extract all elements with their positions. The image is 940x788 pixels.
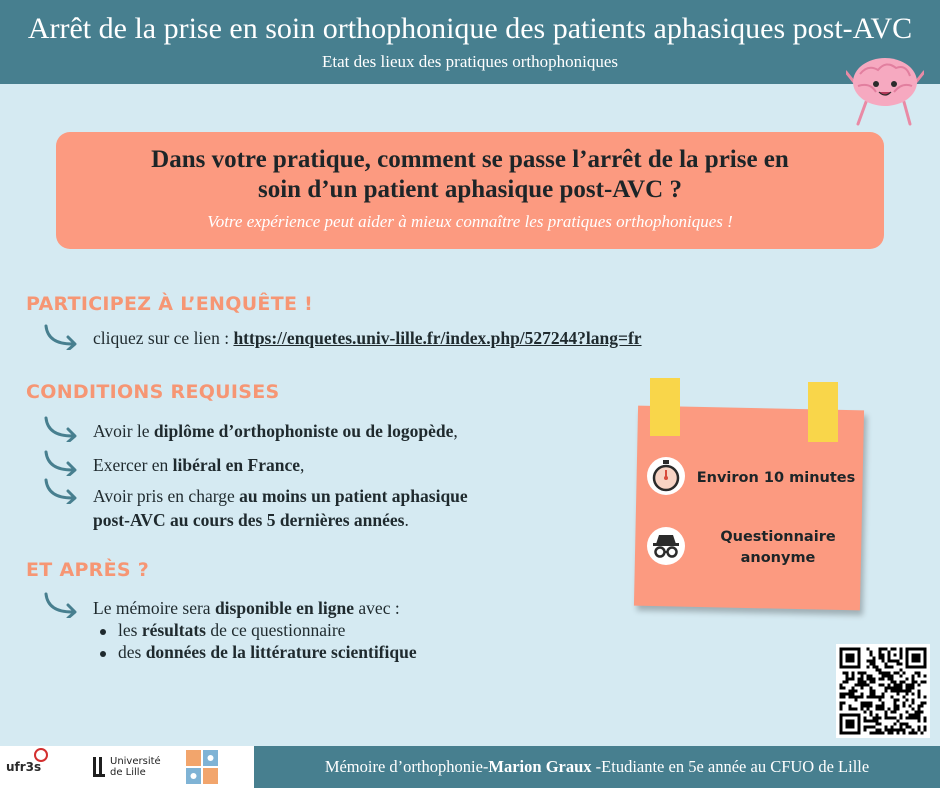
lille-logo-line-2: de Lille: [110, 767, 146, 778]
lille-logo-icon: [92, 756, 106, 778]
participate-title: PARTICIPEZ À L’ENQUÊTE !: [26, 293, 314, 315]
condition-3-bold-2: post-AVC au cours des 5 dernières années: [93, 510, 405, 530]
curved-arrow-icon: [42, 416, 84, 442]
condition-1-pre: Avoir le: [93, 421, 154, 441]
page-subtitle: Etat des lieux des pratiques orthophoniques: [321, 52, 619, 71]
condition-1-bold: diplôme d’orthophoniste ou de logopède: [153, 421, 454, 441]
qr-code[interactable]: [836, 644, 930, 738]
curved-arrow-icon: [42, 450, 84, 476]
conditions-title: CONDITIONS REQUISES: [26, 381, 280, 403]
condition-item-liberal: [93, 455, 304, 476]
duration-label: Environ 10 minutes: [696, 470, 856, 486]
question-line-2: soin d’un patient aphasique post-AVC ?: [258, 176, 682, 203]
bullet-dot: [100, 629, 106, 635]
curved-arrow-icon: [42, 478, 84, 504]
question-box: [56, 132, 884, 249]
after-intro: [93, 598, 400, 619]
question-line-1: Dans votre pratique, comment se passe l’arrêt de la prise en: [151, 146, 789, 173]
footer-logos: [0, 746, 254, 788]
curved-arrow-icon: [42, 592, 84, 618]
after-title: ET APRÈS ?: [26, 559, 150, 581]
participate-line: [93, 328, 642, 349]
after-intro-post: avec :: [354, 598, 400, 618]
participate-prefix: cliquez sur ce lien :: [93, 328, 234, 348]
condition-2-pre: Exercer en: [93, 455, 173, 475]
stopwatch-icon: [646, 456, 686, 496]
footer: [0, 746, 940, 788]
header-banner: [0, 0, 940, 84]
condition-2-post: ,: [300, 455, 305, 475]
bullet-1-pre: les: [118, 620, 142, 640]
after-intro-pre: Le mémoire sera: [93, 598, 215, 618]
bullet-1-bold: résultats: [141, 620, 206, 640]
condition-3-post: .: [404, 510, 409, 530]
curved-arrow-icon: [42, 324, 84, 350]
condition-3-pre: Avoir pris en charge: [93, 486, 240, 506]
anonymous-line-1: Questionnaire: [720, 529, 836, 545]
after-bullet-results: [118, 620, 345, 641]
incognito-icon: [646, 526, 686, 566]
question-subtitle: Votre expérience peut aider à mieux connaître les pratiques orthophoniques !: [207, 212, 733, 231]
brain-mascot-icon: [846, 52, 924, 130]
cfuo-logo-icon: [186, 750, 218, 784]
anonymous-label: [698, 527, 858, 569]
tape-right: [808, 382, 838, 442]
condition-item-diploma: [93, 421, 458, 442]
lille-logo-line-1: Université: [110, 756, 161, 767]
bullet-2-bold: données de la littérature scientifique: [145, 642, 417, 662]
footer-credit-pre: Mémoire d’orthophonie-: [324, 757, 489, 776]
bullet-dot: [100, 651, 106, 657]
footer-band: [254, 746, 940, 788]
condition-2-bold: libéral en France: [172, 455, 300, 475]
after-bullet-literature: [118, 642, 417, 663]
bullet-1-post: de ce questionnaire: [205, 620, 346, 640]
bullet-2-pre: des: [118, 642, 146, 662]
footer-credit: [254, 757, 940, 777]
condition-item-patient: [93, 484, 468, 532]
page-title: Arrêt de la prise en soin orthophonique des patients aphasiques post-AVC: [27, 12, 913, 45]
lille-logo-text: [110, 756, 161, 778]
survey-link[interactable]: https://enquetes.univ-lille.fr/index.php/527244?lang=fr: [233, 328, 642, 348]
ufr3s-logo-mark: [34, 748, 48, 762]
ufr3s-logo: ufr3s: [6, 760, 42, 774]
anonymous-line-2: anonyme: [740, 550, 816, 566]
after-intro-bold: disponible en ligne: [214, 598, 355, 618]
tape-left: [650, 378, 680, 436]
footer-credit-post: -Etudiante en 5e année au CFUO de Lille: [591, 757, 870, 776]
condition-3-bold-1: au moins un patient aphasique: [239, 486, 468, 506]
author-name: Marion Graux: [488, 757, 592, 776]
condition-1-post: ,: [453, 421, 458, 441]
